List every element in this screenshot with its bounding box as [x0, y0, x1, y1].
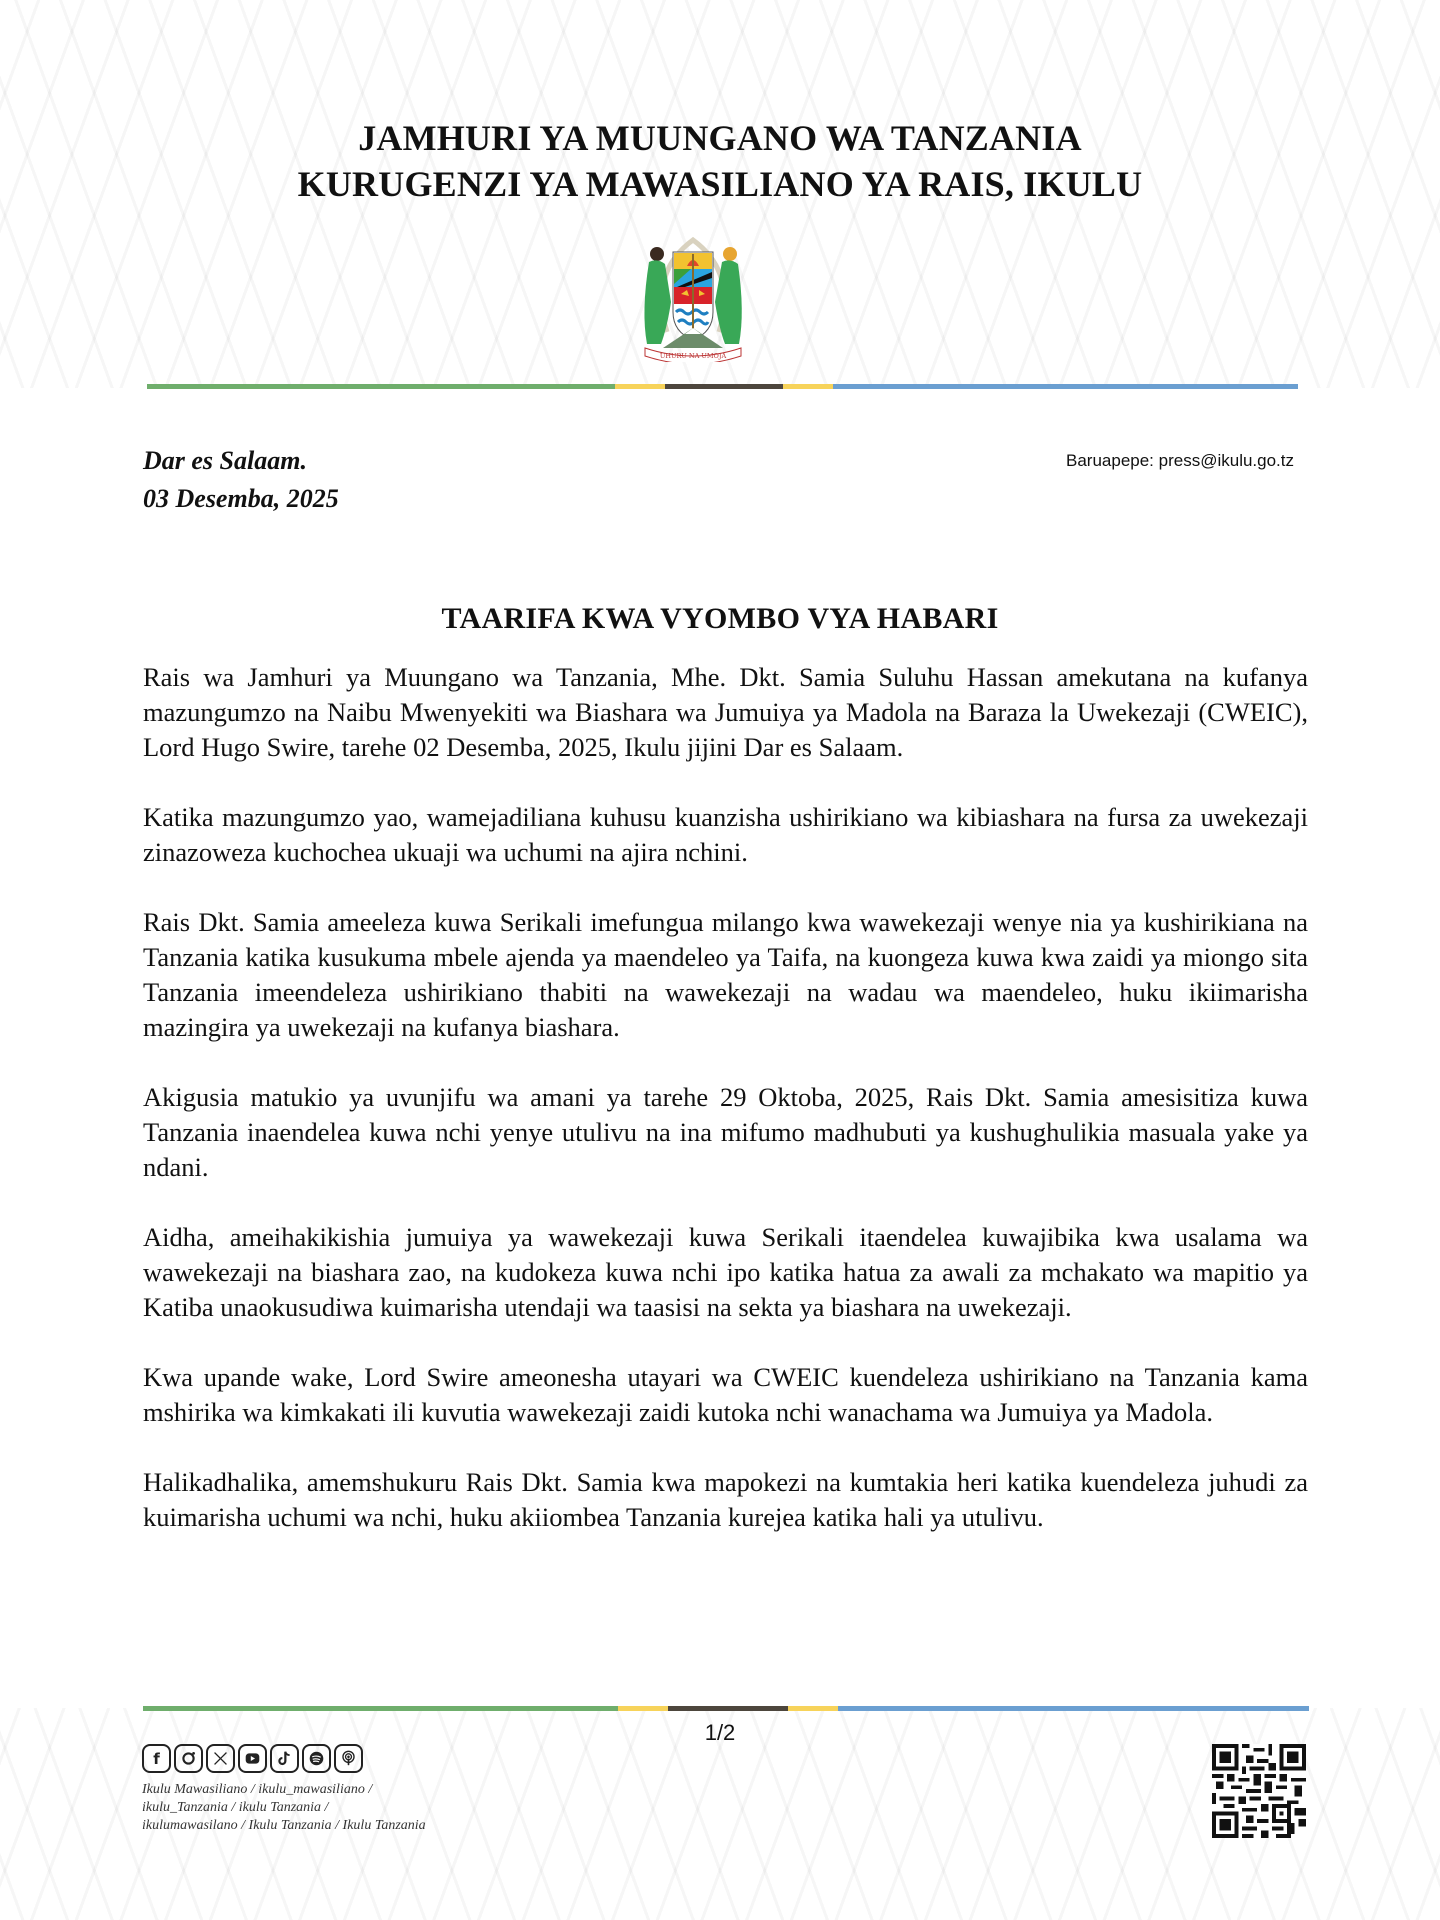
email-contact[interactable]: Baruapepe: press@ikulu.go.tz — [1066, 451, 1294, 470]
qr-code-icon[interactable] — [1212, 1744, 1306, 1838]
paragraph: Katika mazungumzo yao, wamejadiliana kuhusu kuanzisha ushirikiano wa kibiashara na fursa za uwekezaji zinazoweza kuchochea ukuaji wa uchumi na ajira nchini. — [143, 802, 1308, 867]
social-handles — [142, 1781, 502, 1835]
social-icons — [142, 1744, 363, 1773]
date-label: 03 Desemba, 2025 — [143, 484, 339, 513]
handles-line: ikulumawasilano / Ikulu Tanzania / Ikulu Tanzania — [142, 1818, 426, 1833]
coat-of-arms-icon — [627, 232, 759, 362]
bar-blue — [833, 384, 1298, 389]
header-title-line2: KURUGENZI YA MAWASILIANO YA RAIS, IKULU — [297, 164, 1143, 204]
header-color-bar — [147, 384, 1298, 389]
paragraph: Rais Dkt. Samia ameeleza kuwa Serikali imefungua milango kwa wawekezaji wenye nia ya kushirikiana na Tanzania katika kusukuma mbele ajenda ya maendeleo ya Taifa, na kuongeza kuwa kwa zaidi ya miongo sita Tanzania imeendeleza ushirikiano thabiti na wawekezaji na wadau wa maendeleo, huku ikiimarisha mazingira ya uwekezaji na kufanya biashara. — [143, 907, 1308, 1042]
bar-dark — [668, 1706, 788, 1711]
bar-green — [147, 384, 615, 389]
bar-yellow — [618, 1706, 668, 1711]
instagram-icon[interactable] — [174, 1744, 203, 1773]
paragraph: Rais wa Jamhuri ya Muungano wa Tanzania, Mhe. Dkt. Samia Suluhu Hassan amekutana na kufanya mazungumzo na Naibu Mwenyekiti wa Biashara wa Jumuiya ya Madola na Baraza la Uwekezaji (CWEIC), Lord Hugo Swire, tarehe 02 Desemba, 2025, Ikulu jijini Dar es Salaam. — [143, 662, 1308, 762]
bar-green — [143, 1706, 618, 1711]
bar-blue — [838, 1706, 1309, 1711]
paragraph: Aidha, ameihakikishia jumuiya ya wawekezaji kuwa Serikali itaendelea kuwajibika kwa usalama wa wawekezaji na biashara zao, na kudokeza kuwa nchi ipo katika hatua za awali za mchakato wa mapitio ya Katiba unaokusudiwa kuimarisha utendaji wa taasisi na sekta ya biashara na uwekezaji. — [143, 1222, 1308, 1322]
x-icon[interactable] — [206, 1744, 235, 1773]
youtube-icon[interactable] — [238, 1744, 267, 1773]
tiktok-icon[interactable] — [270, 1744, 299, 1773]
emblem-motto: UHURU NA UMOJA — [659, 352, 727, 360]
bar-yellow — [783, 384, 832, 389]
facebook-icon[interactable]: f — [142, 1744, 171, 1773]
handles-line: ikulu_Tanzania / ikulu Tanzania / — [142, 1800, 329, 1815]
header-title-line1: JAMHURI YA MUUNGANO WA TANZANIA — [358, 118, 1082, 158]
page-number: 1/2 — [704, 1720, 736, 1745]
bar-dark — [665, 384, 784, 389]
document-title: TAARIFA KWA VYOMBO VYA HABARI — [441, 602, 999, 635]
bar-yellow — [788, 1706, 838, 1711]
paragraph: Akigusia matukio ya uvunjifu wa amani ya tarehe 29 Oktoba, 2025, Rais Dkt. Samia amesisitiza kuwa Tanzania inaendelea kuwa nchi yenye utulivu na ina mifumo madhubuti ya kushughulikia masuala yake ya ndani. — [143, 1082, 1308, 1182]
paragraph: Halikadhalika, amemshukuru Rais Dkt. Samia kwa mapokezi na kumtakia heri katika kuendeleza juhudi za kuimarisha uchumi wa nchi, huku akiiombea Tanzania kurejea katika hali ya utulivu. — [143, 1467, 1308, 1532]
footer-color-bar — [143, 1706, 1309, 1711]
spotify-icon[interactable] — [302, 1744, 331, 1773]
handles-line: Ikulu Mawasiliano / ikulu_mawasiliano / — [142, 1782, 373, 1797]
podcasts-icon[interactable] — [334, 1744, 363, 1773]
document-body — [143, 660, 1308, 1570]
bar-yellow — [615, 384, 664, 389]
place-label: Dar es Salaam. — [143, 446, 307, 475]
paragraph: Kwa upande wake, Lord Swire ameonesha utayari wa CWEIC kuendeleza ushirikiano na Tanzania kama mshirika wa kimkakati ili kuvutia wawekezaji zaidi kutoka nchi wanachama wa Jumuiya ya Madola. — [143, 1362, 1308, 1427]
